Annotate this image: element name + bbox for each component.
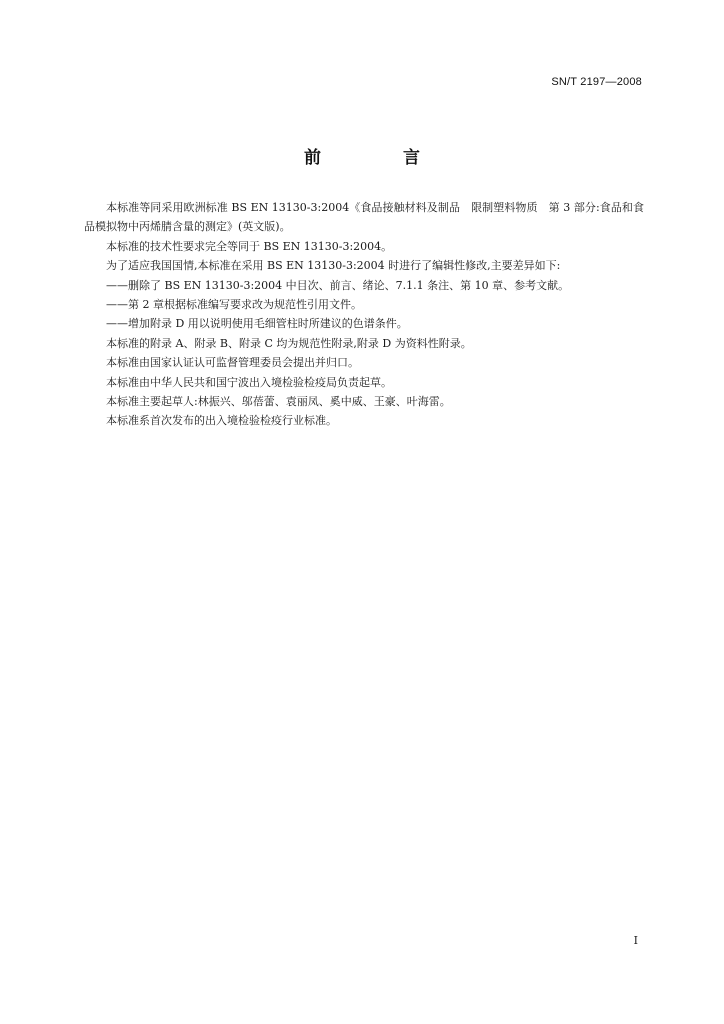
paragraph: 为了适应我国国情,本标准在采用 BS EN 13130-3:2004 时进行了编辑性修改,主要差异如下: (106, 259, 561, 273)
page-title: 前 言 (304, 148, 458, 168)
page-number: I (633, 934, 638, 947)
foreword-body (84, 198, 644, 431)
standard-code: SN/T 2197—2008 (551, 76, 642, 88)
paragraph: 本标准的技术性要求完全等同于 BS EN 13130-3:2004。 (106, 239, 393, 253)
paragraph: 本标准由中华人民共和国宁波出入境检验检疫局负责起草。 (106, 375, 392, 389)
paragraph: ——第 2 章根据标准编写要求改为规范性引用文件。 (106, 298, 362, 312)
paragraph: 本标准由国家认证认可监督管理委员会提出并归口。 (106, 356, 359, 370)
paragraph: 本标准系首次发布的出入境检验检疫行业标准。 (106, 414, 337, 428)
paragraph: 本标准的附录 A、附录 B、附录 C 均为规范性附录,附录 D 为资料性附录。 (106, 336, 472, 350)
paragraph: 本标准主要起草人:林振兴、邬蓓蕾、袁丽凤、奚中威、王豪、叶海雷。 (106, 395, 451, 409)
paragraph: ——增加附录 D 用以说明使用毛细管柱时所建议的色谱条件。 (106, 317, 408, 331)
paragraph: 本标准等同采用欧洲标准 BS EN 13130-3:2004《食品接触材料及制品 限制塑料物质 第 3 部分:食品和食品模拟物中丙烯腈含量的测定》(英文版)。 (84, 201, 644, 234)
paragraph: ——删除了 BS EN 13130-3:2004 中目次、前言、绪论、7.1.1 条注、第 10 章、参考文献。 (106, 278, 570, 292)
